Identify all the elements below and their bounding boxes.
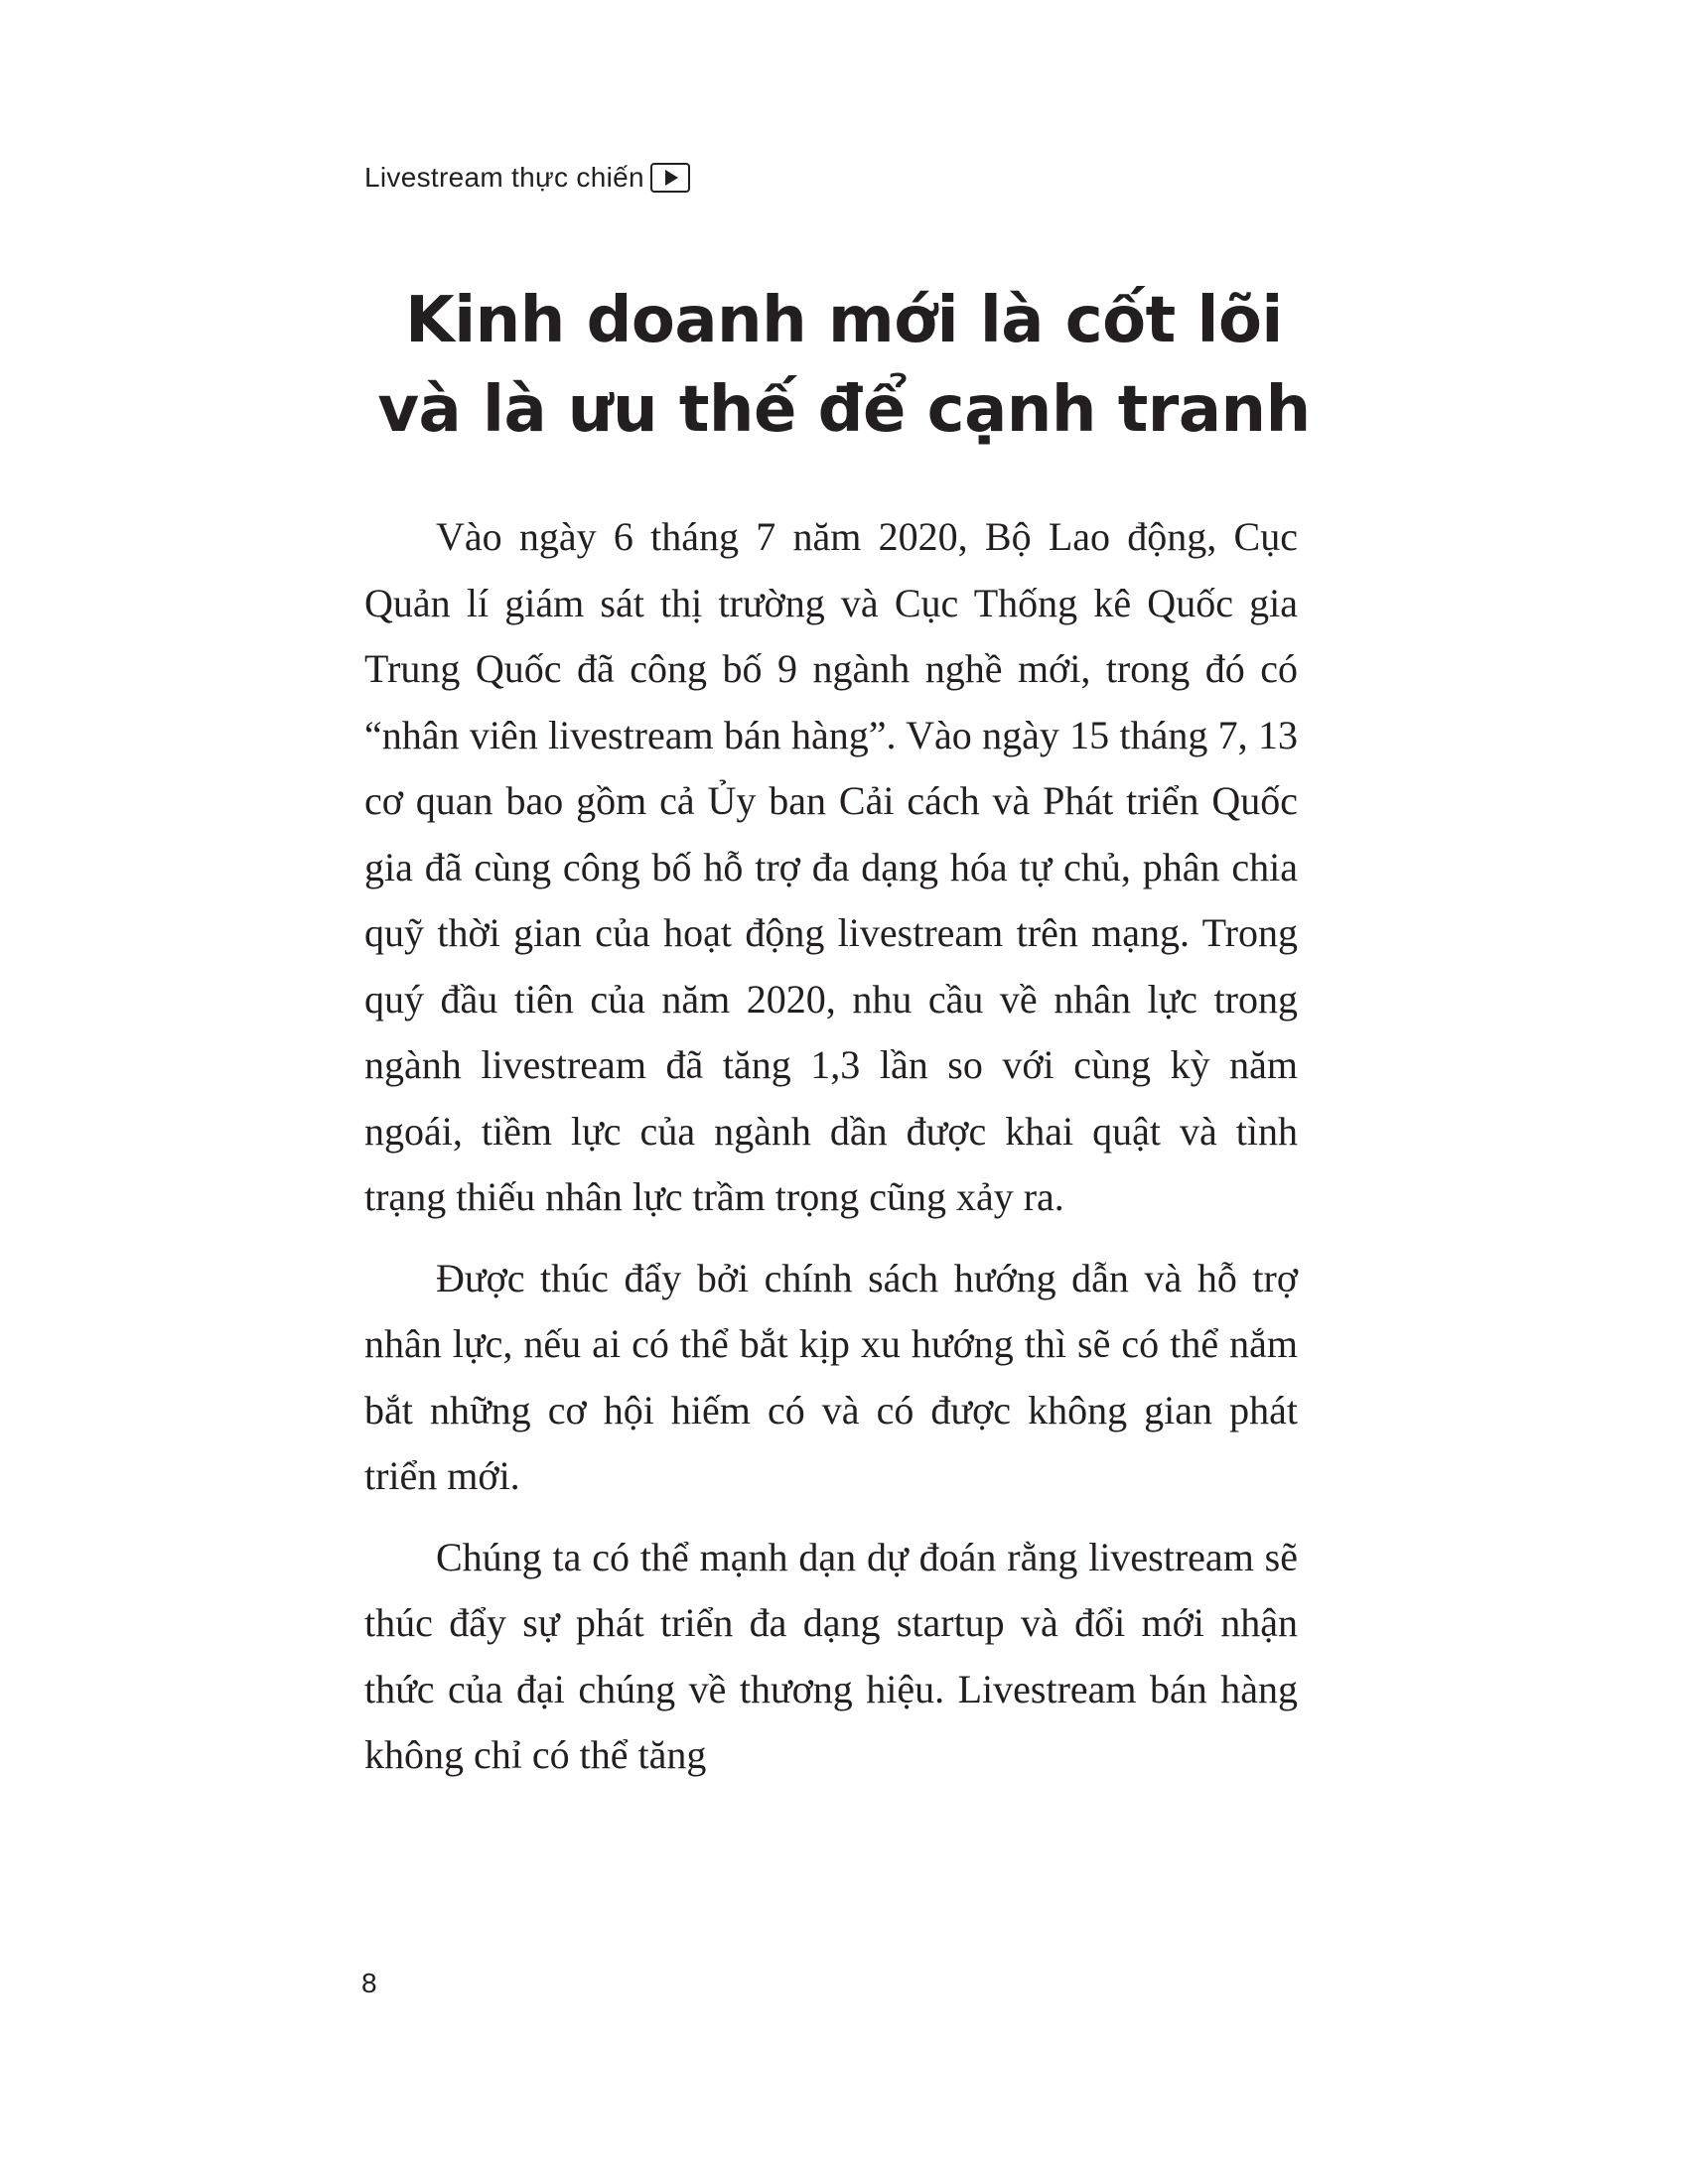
chapter-title-line-2: và là ưu thế để cạnh tranh: [377, 373, 1311, 447]
play-icon: [650, 163, 690, 193]
page-number: 8: [361, 1968, 377, 1998]
paragraph-3: Chúng ta có thể mạnh dạn dự đoán rằng livestream sẽ thúc đẩy sự phát triển đa dạng startup và đổi mới nhận thức của đại chúng về thương hiệu. Livestream bán hàng không chỉ có thể tăng: [364, 1534, 1298, 1777]
paragraph-2: Được thúc đẩy bởi chính sách hướng dẫn và hỗ trợ nhân lực, nếu ai có thể bắt kịp xu hướng thì sẽ có thể nắm bắt những cơ hội hiếm có và có được không gian phát triển mới.: [364, 1255, 1298, 1498]
body-text: [364, 504, 1298, 1804]
running-header-title: Livestream thực chiến: [364, 162, 644, 193]
paragraph-1: Vào ngày 6 tháng 7 năm 2020, Bộ Lao động, Cục Quản lí giám sát thị trường và Cục Thống kê Quốc gia Trung Quốc đã công bố 9 ngành nghề mới, trong đó có “nhân viên livestream bán hàng”. Vào ngày 15 tháng 7, 13 cơ quan bao gồm cả Ủy ban Cải cách và Phát triển Quốc gia đã cùng công bố hỗ trợ đa dạng hóa tự chủ, phân chia quỹ thời gian của hoạt động livestream trên mạng. Trong quý đầu tiên của năm 2020, nhu cầu về nhân lực trong ngành livestream đã tăng 1,3 lần so với cùng kỳ năm ngoái, tiềm lực của ngành dần được khai quật và tình trạng thiếu nhân lực trầm trọng cũng xảy ra.: [364, 514, 1298, 1219]
chapter-title-line-1: Kinh doanh mới là cốt lõi: [405, 284, 1283, 357]
chapter-title: [298, 276, 1390, 455]
play-triangle: [665, 170, 678, 186]
running-header: [364, 162, 690, 194]
